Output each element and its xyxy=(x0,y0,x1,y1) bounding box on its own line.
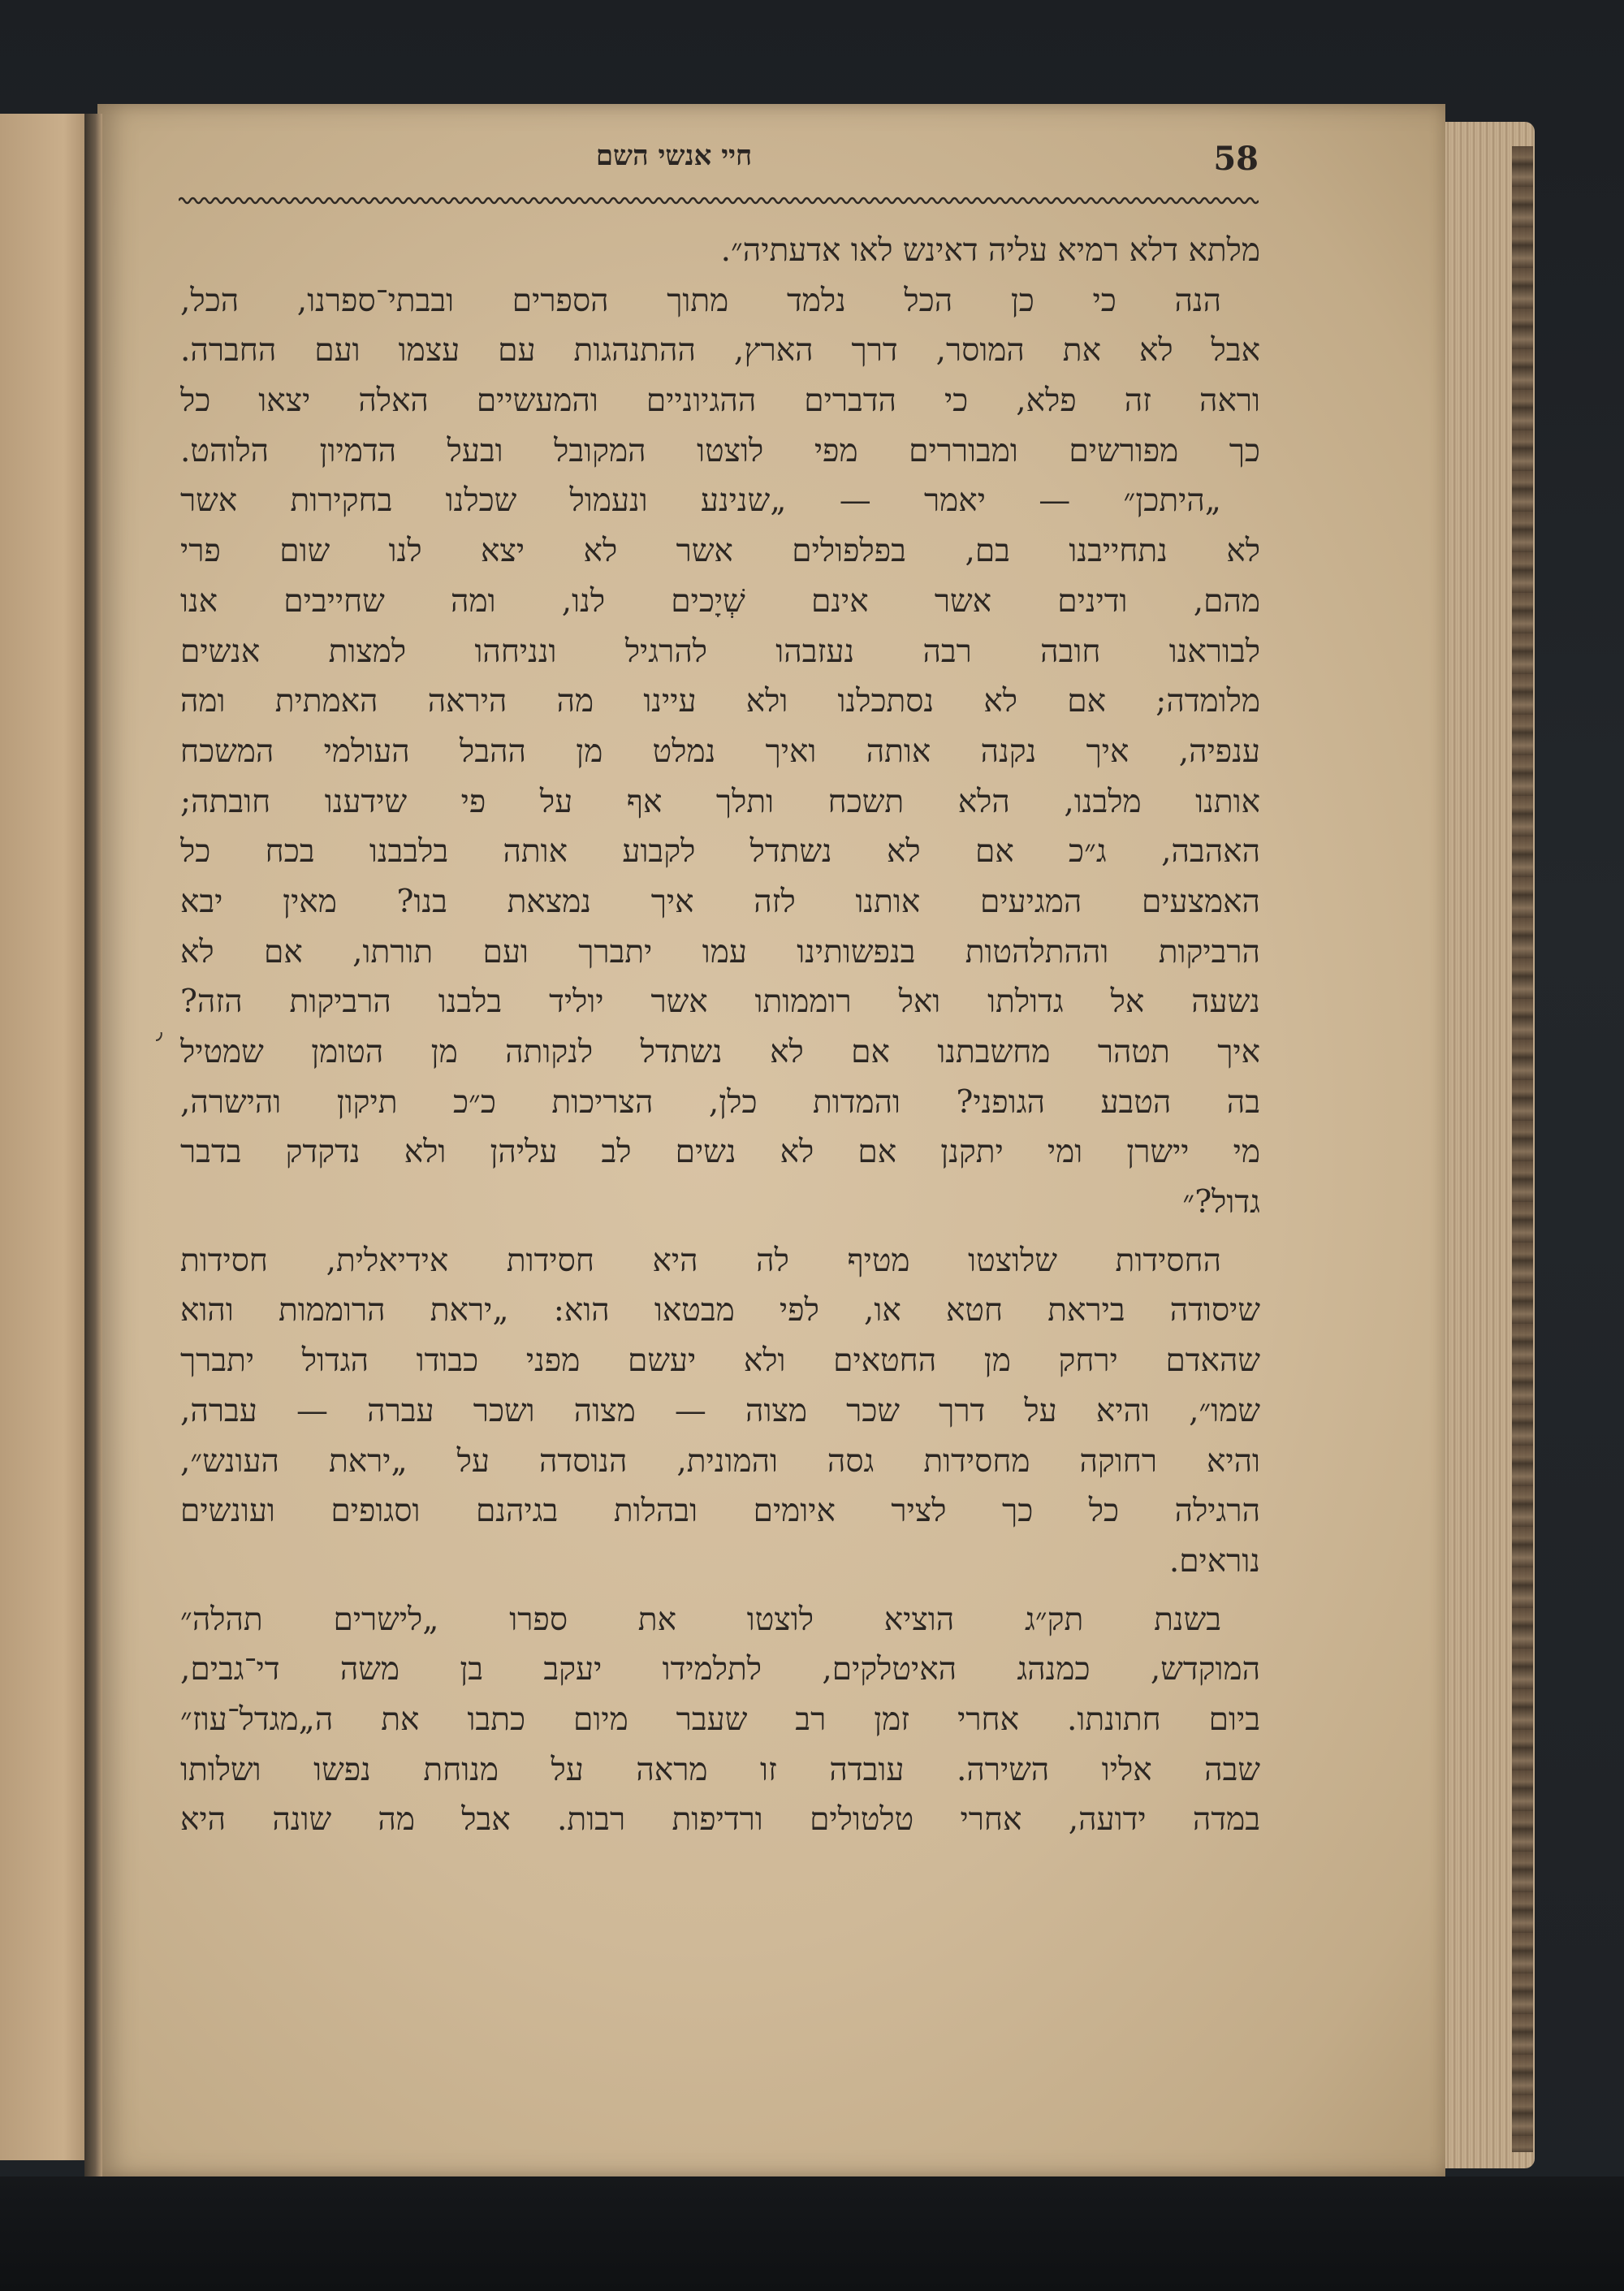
text-line: המוקדש, כמנהג האיטלקים, לתלמידו יעקב בן משה די־גבים, xyxy=(180,1651,1260,1688)
text-line: לבוראנו חובה רבה נעזבהו להרגיל ונניחהו למצות אנשים xyxy=(180,633,1260,670)
text-line: החסידות שלוצטו מטיף לה היא חסידות אידיאלית, חסידות xyxy=(180,1242,1221,1279)
text-line: הרביקות וההתלהטות בנפשותינו עמו יתברך ועם תורתו, אם לא xyxy=(180,933,1260,970)
text-line: והיא רחוקה מחסידות גסה והמונית, הנוסדה על „יראת העונש״, xyxy=(180,1442,1260,1480)
paragraph xyxy=(180,1236,1260,1587)
running-title: חיי אנשי השם xyxy=(595,140,753,172)
text-line: איך תטהר מחשבתנו אם לא נשתדל לנקותה מן הטומן שמטיל xyxy=(180,1034,1260,1070)
paragraph xyxy=(180,1595,1260,1845)
paragraph xyxy=(180,226,1260,276)
text-line: מלתא דלא רמיא עליה דאינש לאו אדעתיה״. xyxy=(720,232,1260,269)
text-line: לא נתחייבנו בם, בפלפולים אשר לא יצא לנו שום פרי xyxy=(180,533,1260,570)
paragraph-gap xyxy=(180,1587,1260,1595)
text-line: ביום חתונתו. אחרי זמן רב שעבר מיום כתבו את ה„מגדל־עוז״ xyxy=(180,1701,1260,1738)
text-line: „היתכן״ — יאמר — „שנינע ונעמול שכלנו בחקירות אשר xyxy=(180,482,1221,520)
text-line: גדול?״ xyxy=(1182,1184,1260,1221)
book-fore-edge xyxy=(1512,146,1533,2152)
text-line: מלומדה; אם לא נסתכלנו ולא עיינו מה היראה האמתית ומה xyxy=(180,683,1260,720)
text-line: במדה ידועה, אחרי טלטולים ורדיפות רבות. אבל מה שונה היא xyxy=(180,1801,1260,1839)
text-line: בשנת תק״ג הוציא לוצטו את ספרו „לישרים תהלה״ xyxy=(180,1601,1221,1638)
paragraph-gap xyxy=(180,1228,1260,1236)
text-line: אבל לא את המוסר, דרך הארץ, ההתנהגות עם עצמו ועם החברה. xyxy=(180,332,1260,370)
text-line: כך מפורשים ומבוררים מפי לוצטו המקובל ובעל הדמיון הלוהט. xyxy=(180,432,1260,469)
text-line: שמו״, והיא על דרך שכר מצוה — מצוה ושכר עברה — עברה, xyxy=(180,1392,1260,1429)
text-line: ענפיה, איך נקנה אותה ואיך נמלט מן ההבל העולמי המשכח xyxy=(180,733,1260,770)
body-text xyxy=(180,226,1260,1845)
book-gutter xyxy=(84,114,102,2176)
wavy-header-rule xyxy=(179,193,1259,208)
text-line: מי יישרן ומי יתקנן אם לא נשים לב עליהן ולא נדקדק בדבר xyxy=(180,1134,1260,1171)
text-line: הנה כי כן הכל נלמד מתוך הספרים ובבתי־ספרנו, הכל, xyxy=(180,282,1221,319)
text-line: שיסודה ביראת חטא או, לפי מבטאו הוא: „יראת הרוממות והוא xyxy=(180,1292,1260,1329)
text-line: אותנו מלבנו, הלא תשכח ותלך אף על פי שידענו חובתה; xyxy=(180,783,1260,820)
text-line: וראה זה פלא, כי הדברים ההגיוניים והמעשיים האלה יצאו כל xyxy=(180,383,1260,420)
text-line: האהבה, ג״כ אם לא נשתדל לקבוע אותה בלבבנו בכח כל xyxy=(180,833,1260,871)
paragraph xyxy=(180,276,1260,1228)
text-line: בה הטבע הגופני? והמדות כלן, הצריכות כ״כ תיקון והישרה, xyxy=(180,1083,1260,1121)
text-line: האמצעים המגיעים אותנו לזה איך נמצאת בנו? מאין יבא xyxy=(180,883,1260,920)
text-line: נשעה אל גדולתו ואל רוממותו אשר יוליד בלבנו הרביקות הזה? xyxy=(180,983,1260,1021)
text-line: שבה אליו השירה. עובדה זו מראה על מנוחת נפשו ושלותו xyxy=(180,1751,1260,1788)
text-line: מהם, ודינים אשר אינם שְׁיָכים לנו, ומה שחייבים אנו xyxy=(180,582,1260,620)
text-line: שהאדם ירחק מן החטאים ולא יעשם מפני כבודו הגדול יתברך xyxy=(180,1342,1260,1380)
margin-mark: ٫ xyxy=(156,1020,163,1044)
text-line: הרגילה כל כך לציר איומים ובהלות בגיהנם וסגופים ועונשים xyxy=(180,1493,1260,1530)
bottom-shadow xyxy=(0,2176,1624,2291)
page-number: 58 xyxy=(1213,140,1259,178)
text-line: נוראים. xyxy=(1168,1542,1260,1580)
left-page-edge xyxy=(0,114,91,2160)
